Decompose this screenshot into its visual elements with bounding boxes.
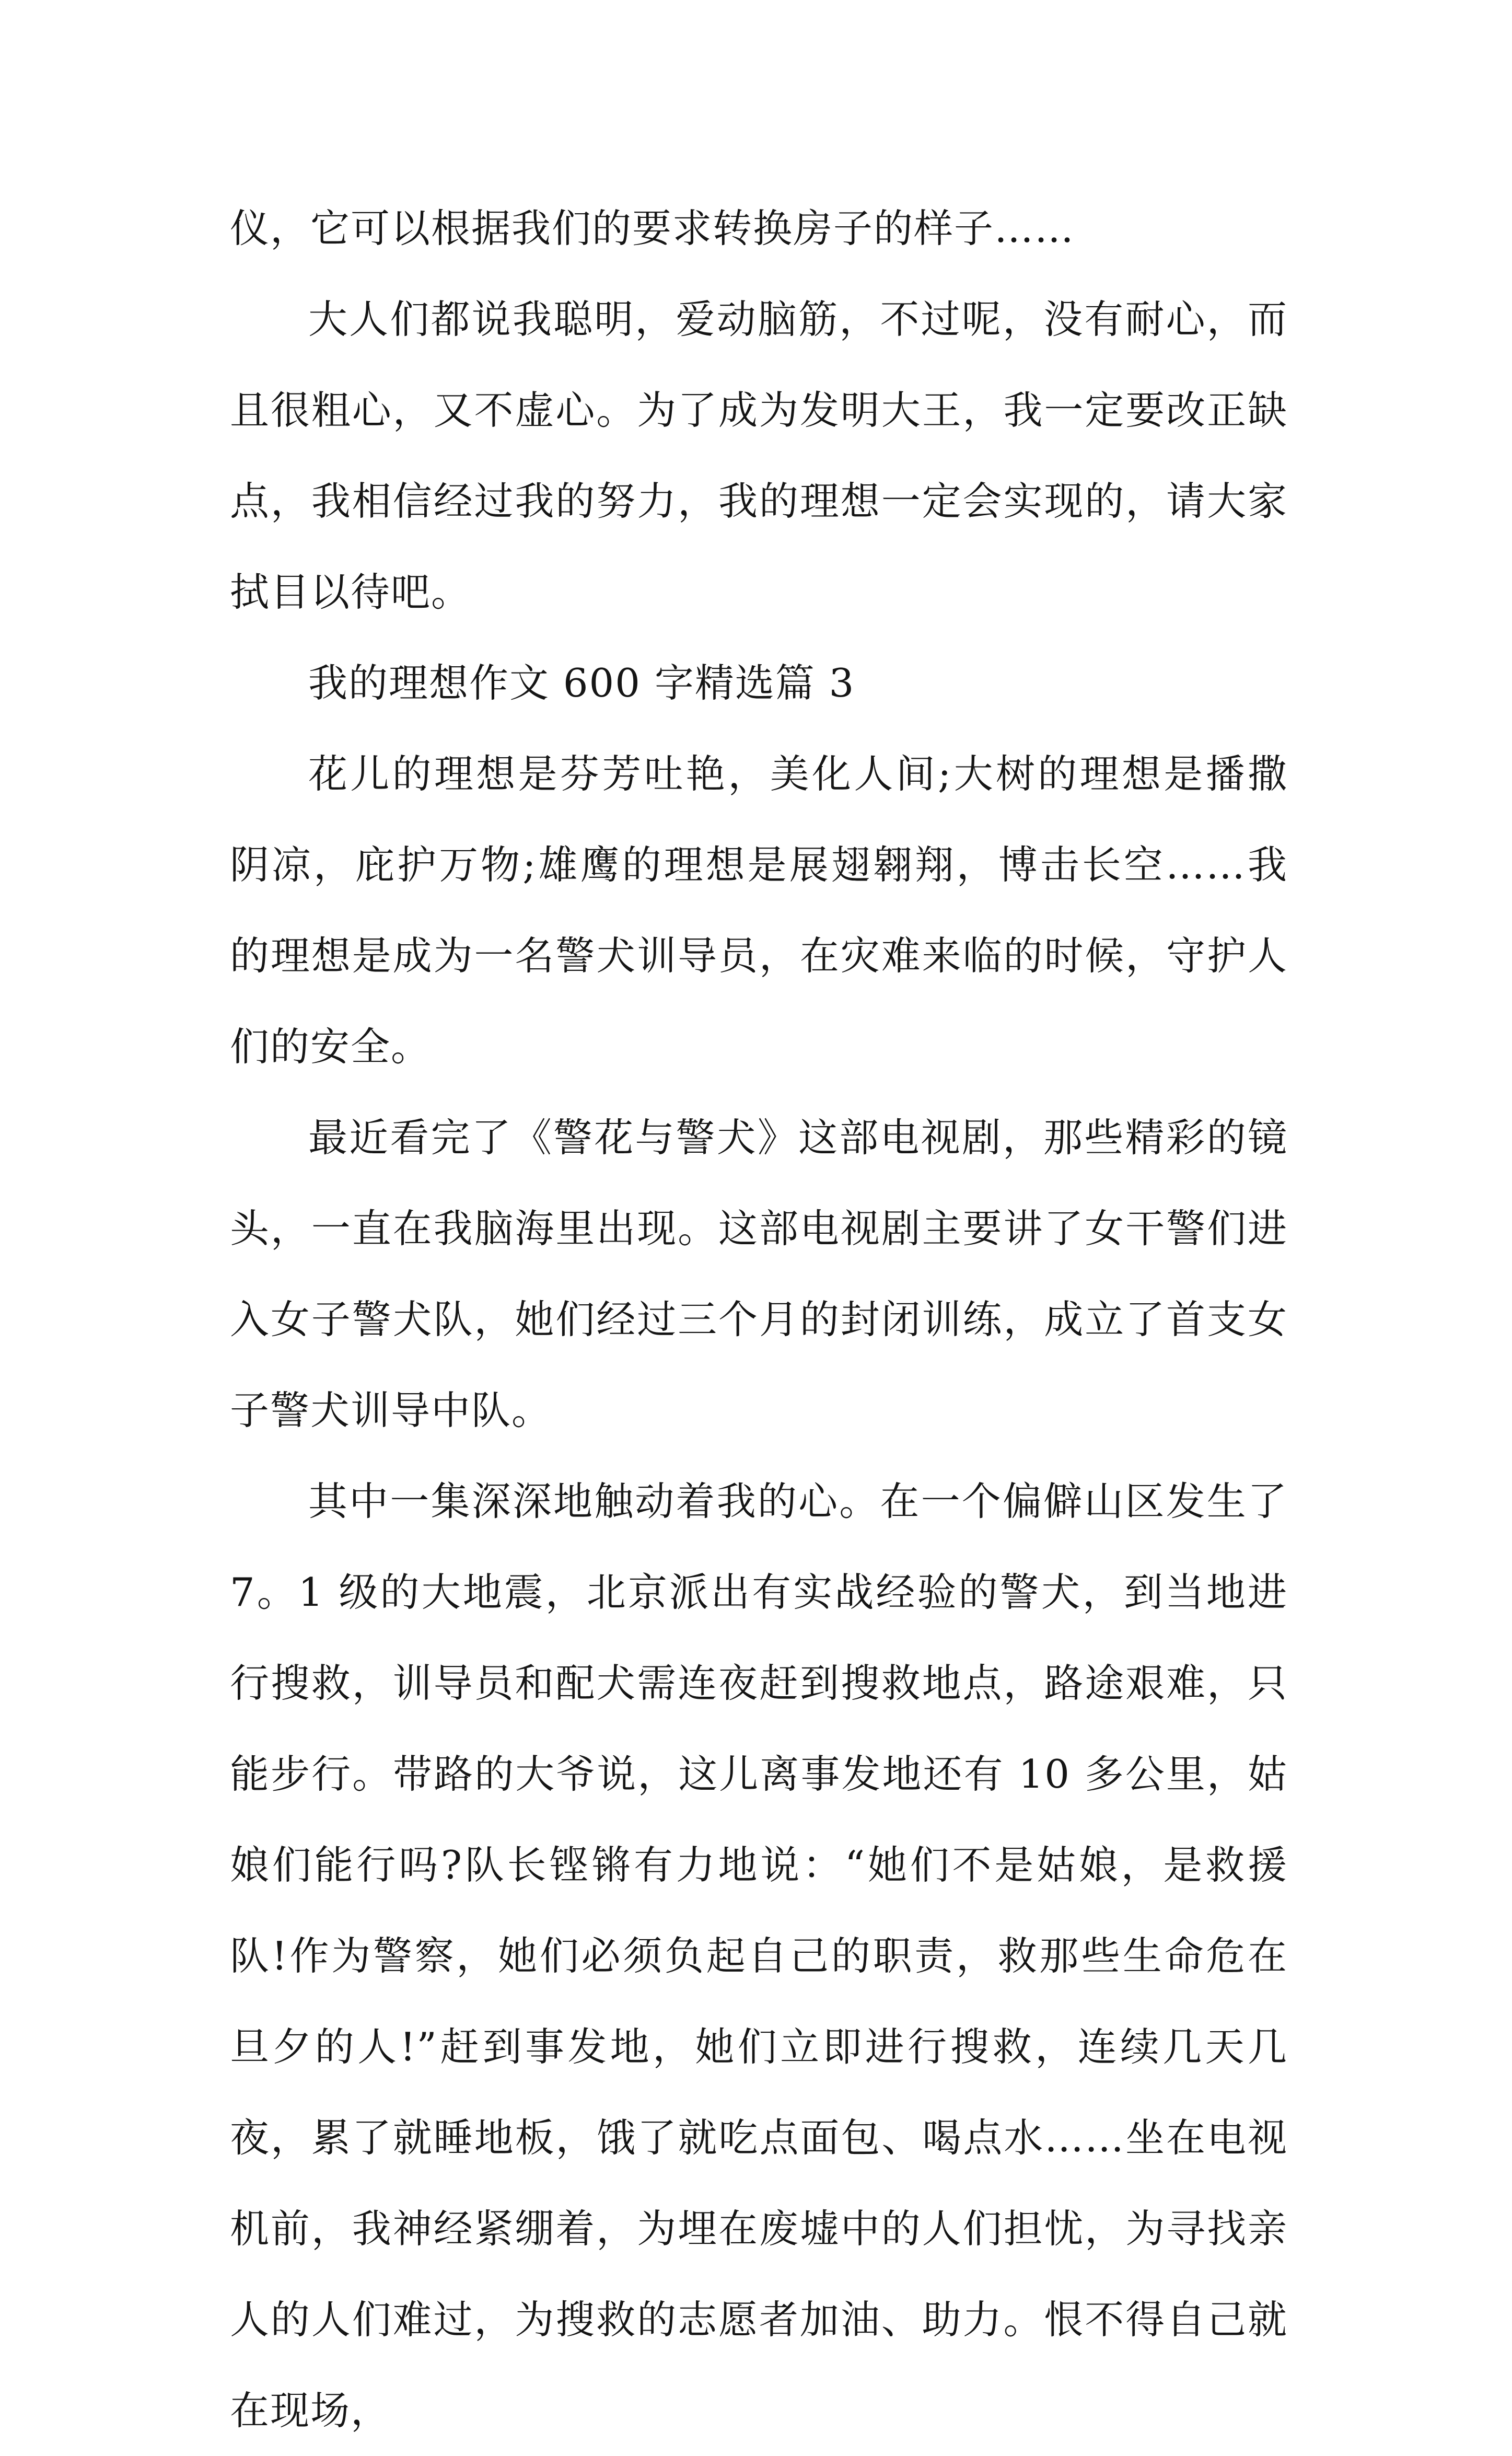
section-heading: 我的理想作文 600 字精选篇 3 (308, 660, 855, 706)
document-body (230, 183, 1288, 2456)
paragraph: 其中一集深深地触动着我的心。在一个偏僻山区发生了7。1 级的大地震，北京派出有实战经验的警犬，到当地进行搜救，训导员和配犬需连夜赶到搜救地点，路途艰难，只能步行。带路的大爷说，这儿离事发地还有 10 多公里，姑娘们能行吗?队长铿锵有力地说：“她们不是姑娘，是救援队!作为警察，她们必须负起自己的职责，救那些生命危在旦夕的人!”赶到事发地，她们立即进行搜救，连续几天几夜，累了就睡地板，饿了就吃点面包、喝点水……坐在电视机前，我神经紧绷着，为埋在废墟中的人们担忧，为寻找亲人的人们难过，为搜救的志愿者加油、助力。恨不得自己就在现场， (230, 1478, 1288, 2434)
paragraph: 花儿的理想是芬芳吐艳，美化人间;大树的理想是播撒阴凉，庇护万物;雄鹰的理想是展翅翱翔，博击长空……我的理想是成为一名警犬训导员，在灾难来临的时候，守护人们的安全。 (230, 751, 1288, 1070)
paragraph-continued: 仪，它可以根据我们的要求转换房子的样子…… (230, 205, 1075, 251)
paragraph: 最近看完了《警花与警犬》这部电视剧，那些精彩的镜头，一直在我脑海里出现。这部电视剧主要讲了女干警们进入女子警犬队，她们经过三个月的封闭训练，成立了首支女子警犬训导中队。 (230, 1115, 1288, 1433)
paragraph: 大人们都说我聪明，爱动脑筋，不过呢，没有耐心，而且很粗心，又不虚心。为了成为发明大王，我一定要改正缺点，我相信经过我的努力，我的理想一定会实现的，请大家拭目以待吧。 (230, 296, 1288, 615)
